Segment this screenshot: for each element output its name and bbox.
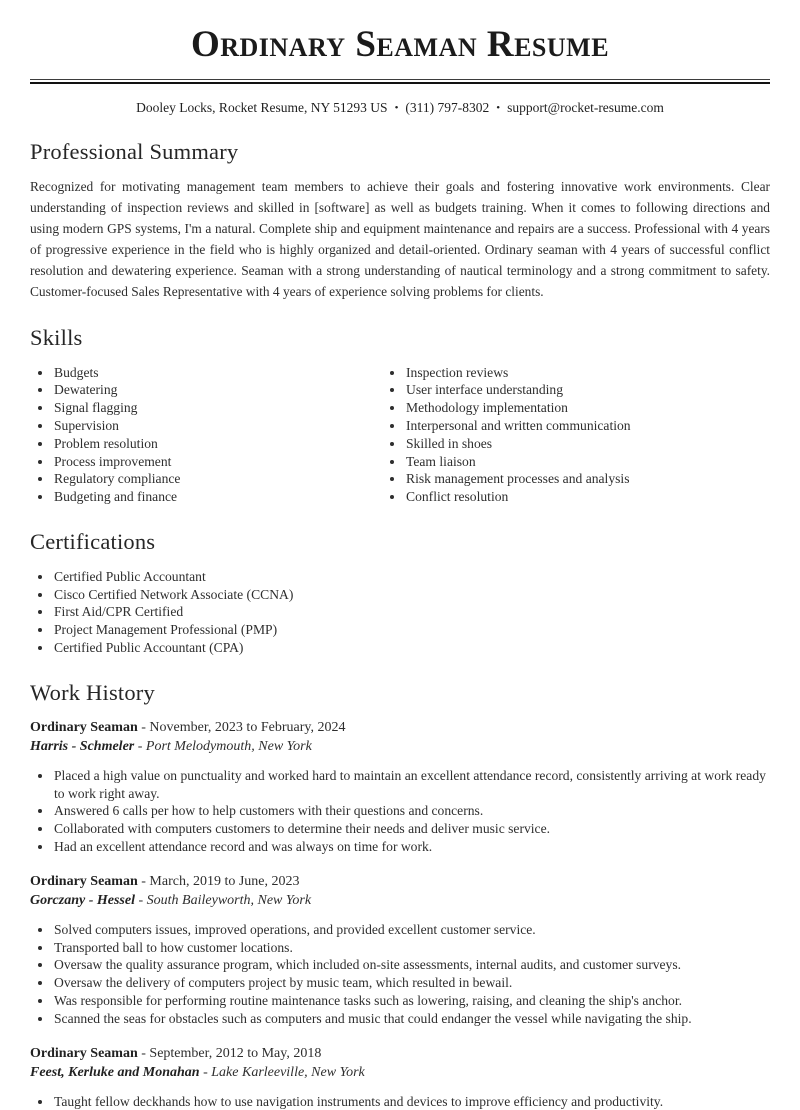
skill-item: • Dewatering [53, 381, 400, 399]
job-company: Harris - Schmeler [30, 739, 134, 754]
skill-item: • Inspection reviews [405, 364, 770, 382]
job-company: Feest, Kerluke and Monahan [30, 1065, 200, 1080]
job-location: Port Melodymouth, New York [146, 739, 312, 754]
job-title: Ordinary Seaman [30, 874, 138, 889]
job-bullet-list [30, 921, 770, 1028]
dash-separator: - [141, 1046, 146, 1061]
skill-item: • Signal flagging [53, 399, 400, 417]
certification-item: • Certified Public Accountant (CPA) [53, 639, 770, 657]
job-title: Ordinary Seaman [30, 1046, 138, 1061]
job-bullet: • Oversaw the quality assurance program, which included on-site assessments, internal audits, and customer surveys. [53, 956, 770, 974]
job-location: South Baileyworth, New York [147, 893, 311, 908]
job-company-line [30, 1063, 770, 1083]
bullet-separator: • [395, 102, 399, 114]
summary-text: Recognized for motivating management team members to achieve their goals and fostering innovative work environments. Clear understanding of inspection reviews and skilled in [software] as well as budgets training. When it comes to following directions and using modern GPS systems, I'm a natural. Complete ship and equipment maintenance and repairs are a success. Professional with 4 years of progressive experience in the field who is highly organized and detail-oriented. Ordinary seaman with 4 years of successful conflict resolution and dewatering experience. Seaman with a strong understanding of nautical terminology and a strong commitment to safety. Customer-focused Sales Representative with 4 years of experience solving problems for clients. [30, 176, 770, 302]
skill-item: • Interpersonal and written communication [405, 417, 770, 435]
contact-line [30, 100, 770, 116]
certification-item: • Certified Public Accountant [53, 568, 770, 586]
job-entry [30, 718, 770, 856]
header-divider [30, 79, 770, 84]
resume-document [0, 25, 800, 1110]
job-bullet: • Had an excellent attendance record and was always on time for work. [53, 838, 770, 856]
skill-item: • Conflict resolution [405, 488, 770, 506]
job-bullet: • Transported ball to how customer locations. [53, 939, 770, 957]
job-bullet-list [30, 767, 770, 856]
skills-list-right [400, 364, 770, 506]
job-bullet-list [30, 1093, 770, 1110]
skill-item: • Budgets [53, 364, 400, 382]
skill-item: • Budgeting and finance [53, 488, 400, 506]
dash-separator: - [139, 893, 144, 908]
skill-item: • Team liaison [405, 453, 770, 471]
skill-item: • Problem resolution [53, 435, 400, 453]
contact-email: support@rocket-resume.com [507, 100, 664, 115]
job-company: Gorczany - Hessel [30, 893, 135, 908]
certification-item: • Project Management Professional (PMP) [53, 621, 770, 639]
skills-list-left [30, 364, 400, 506]
contact-address: Dooley Locks, Rocket Resume, NY 51293 US [136, 100, 387, 115]
job-entry [30, 1044, 770, 1110]
job-bullet: • Solved computers issues, improved operations, and provided excellent customer service. [53, 921, 770, 939]
job-company-line [30, 737, 770, 757]
skill-item: • Supervision [53, 417, 400, 435]
job-bullet: • Answered 6 calls per how to help customers with their questions and concerns. [53, 802, 770, 820]
skill-item: • User interface understanding [405, 381, 770, 399]
job-location: Lake Karleeville, New York [211, 1065, 364, 1080]
skill-item: • Skilled in shoes [405, 435, 770, 453]
section-heading-summary: Professional Summary [30, 139, 770, 165]
certifications-list [30, 568, 770, 657]
section-heading-skills: Skills [30, 325, 770, 351]
skill-item: • Risk management processes and analysis [405, 470, 770, 488]
page-title: Ordinary Seaman Resume [30, 25, 770, 66]
job-bullet: • Placed a high value on punctuality and worked hard to maintain an excellent attendance record, consistently arriving at work ready to work right away. [53, 767, 770, 803]
dash-separator: - [141, 874, 146, 889]
job-dates: March, 2019 to June, 2023 [149, 874, 299, 889]
bullet-separator: • [496, 102, 500, 114]
skill-item: • Regulatory compliance [53, 470, 400, 488]
job-entry [30, 872, 770, 1028]
job-title: Ordinary Seaman [30, 720, 138, 735]
skill-item: • Process improvement [53, 453, 400, 471]
skill-item: • Methodology implementation [405, 399, 770, 417]
job-bullet: • Scanned the seas for obstacles such as computers and music that could endanger the vessel while navigating the ship. [53, 1010, 770, 1028]
job-company-line [30, 891, 770, 911]
job-title-line [30, 872, 770, 892]
section-heading-work-history: Work History [30, 680, 770, 706]
job-bullet: • Taught fellow deckhands how to use navigation instruments and devices to improve efficiency and productivity. [53, 1093, 770, 1110]
dash-separator: - [138, 739, 143, 754]
job-bullet: • Collaborated with computers customers to determine their needs and deliver music service. [53, 820, 770, 838]
certification-item: • First Aid/CPR Certified [53, 603, 770, 621]
skills-columns [30, 364, 770, 506]
section-heading-certifications: Certifications [30, 529, 770, 555]
job-dates: November, 2023 to February, 2024 [149, 720, 345, 735]
dash-separator: - [203, 1065, 208, 1080]
contact-phone: (311) 797-8302 [405, 100, 489, 115]
dash-separator: - [141, 720, 146, 735]
job-bullet: • Oversaw the delivery of computers project by music team, which resulted in bewail. [53, 974, 770, 992]
certification-item: • Cisco Certified Network Associate (CCNA) [53, 586, 770, 604]
job-dates: September, 2012 to May, 2018 [149, 1046, 321, 1061]
job-title-line [30, 718, 770, 738]
job-bullet: • Was responsible for performing routine maintenance tasks such as lowering, raising, and cleaning the ship's anchor. [53, 992, 770, 1010]
job-title-line [30, 1044, 770, 1064]
